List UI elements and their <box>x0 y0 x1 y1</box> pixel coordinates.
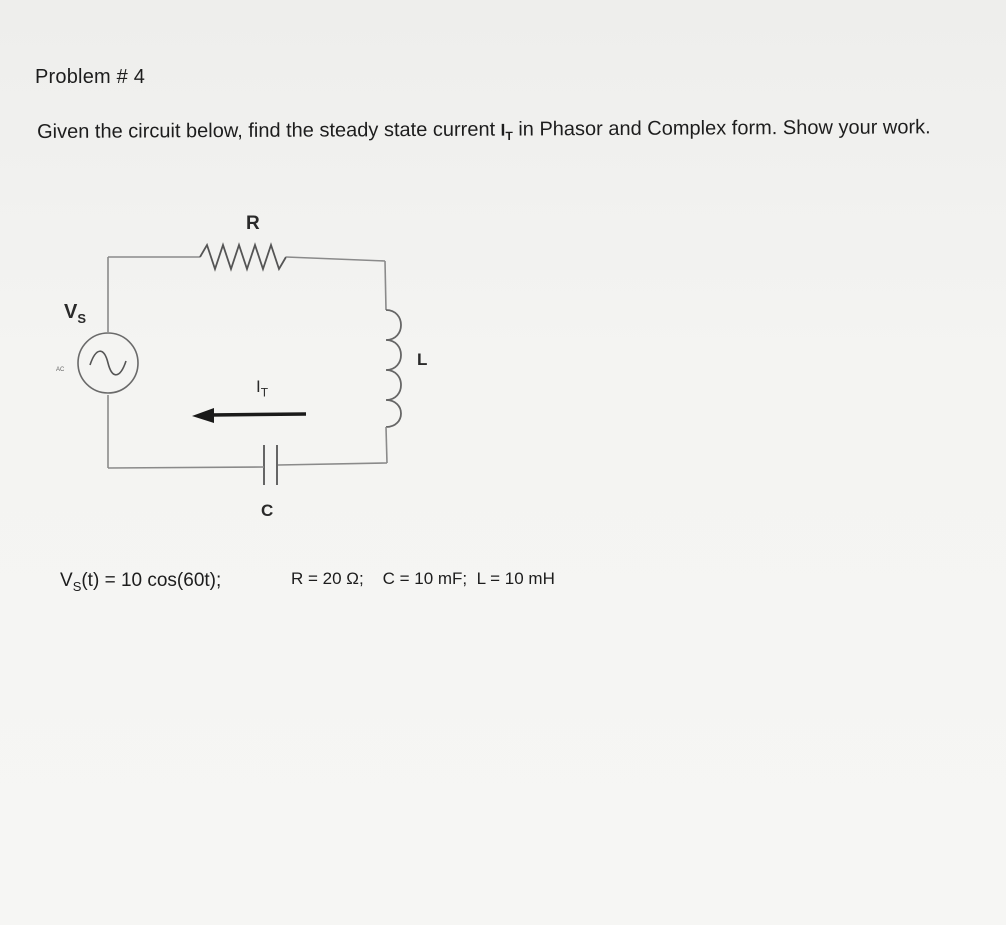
capacitor-label: C <box>261 501 274 520</box>
wire-bottom-left <box>108 467 264 468</box>
resistor-label: R <box>246 213 260 234</box>
current-label-letter: I <box>256 377 261 396</box>
wire-right-top <box>385 261 386 310</box>
circuit-diagram <box>50 205 450 535</box>
resistor-symbol <box>200 245 286 269</box>
source-equation-subscript: S <box>72 578 82 594</box>
problem-title: Problem # 4 <box>35 66 146 88</box>
current-label-subscript: T <box>260 385 269 400</box>
wire-bottom-right <box>278 463 387 465</box>
source-label-subscript: S <box>77 311 87 326</box>
source-label-letter: V <box>64 301 78 323</box>
source-equation-expression: (t) = 10 cos(60t); <box>81 570 222 591</box>
circuit-schematic <box>50 205 450 535</box>
source-equation <box>60 570 221 594</box>
ac-source-sine <box>90 351 126 375</box>
wire-top-right <box>286 257 385 261</box>
question-text-end: in Phasor and Complex form. Show your work. <box>512 116 931 141</box>
component-values: R = 20 Ω; C = 10 mF; L = 10 mH <box>291 569 555 588</box>
current-label <box>256 377 268 399</box>
inductor-symbol <box>386 310 401 427</box>
problem-statement <box>37 111 977 154</box>
question-text-start: Given the circuit below, find the steady state current <box>37 118 501 143</box>
source-label <box>64 301 86 326</box>
current-symbol-subscript: T <box>505 128 513 143</box>
wire-right-bottom <box>386 427 387 463</box>
current-symbol <box>500 120 513 143</box>
current-symbol-letter: I <box>500 120 506 140</box>
current-arrow <box>192 408 306 423</box>
source-equation-symbol: V <box>60 570 73 591</box>
source-type-label: AC <box>56 367 65 373</box>
inductor-label: L <box>417 350 428 369</box>
